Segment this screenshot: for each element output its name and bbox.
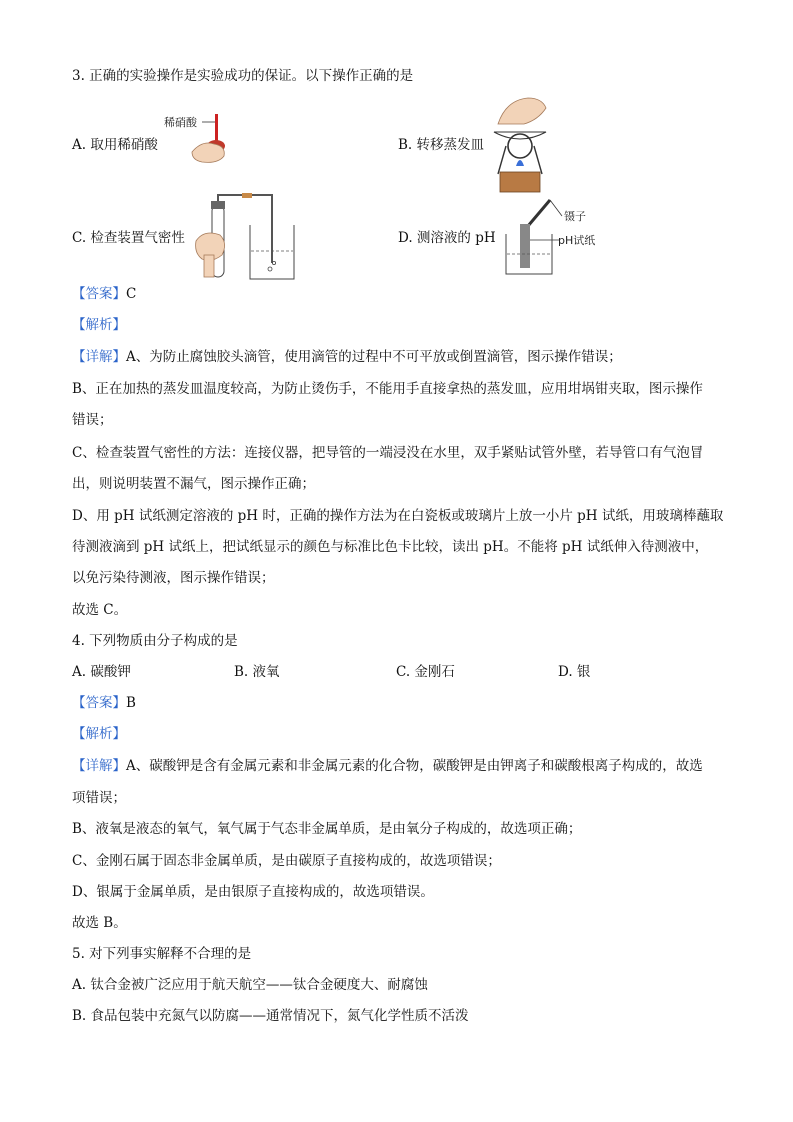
q4-answer	[72, 693, 136, 713]
q4-option-a: A. 碳酸钾	[72, 664, 131, 680]
q3-option-d: D. 测溶液的 pH	[398, 230, 496, 246]
q3-detail-line: D、用 pH 试纸测定溶液的 pH 时，正确的操作方法为在白瓷板或玻璃片上放一小片 pH 试纸，用玻璃棒蘸取	[72, 508, 724, 524]
q4-detail-line: C、金刚石属于固态非金属单质，是由碳原子直接构成的，故选项错误；	[72, 853, 501, 869]
q4-detail-line: 项错误；	[72, 790, 126, 806]
stopper-icon	[211, 201, 225, 209]
q4-option-d: D. 银	[558, 664, 591, 680]
q3-detail-line: B、正在加热的蒸发皿温度较高，为防止烫伤手，不能用手直接拿热的蒸发皿，应用坩埚钳夹取，图示操作	[72, 381, 703, 397]
dish-icon	[494, 132, 546, 139]
hand-icon	[192, 143, 224, 162]
answer-tag: 【答案】	[72, 286, 126, 302]
tweezers-label: 镊子	[564, 210, 586, 223]
q4-conclusion: 故选 B。	[72, 915, 127, 931]
airtight-check-figure	[190, 193, 300, 283]
q5-option-a: A. 钛合金被广泛应用于航天航空——钛合金硬度大、耐腐蚀	[72, 977, 428, 993]
q3-option-a: A. 取用稀硝酸	[72, 137, 158, 153]
q3-answer-value: C	[126, 286, 137, 302]
q4-option-b: B. 液氧	[234, 664, 280, 680]
q3-detail-line: 以免污染待测液，图示操作错误；	[72, 570, 275, 586]
tube-icon	[218, 195, 272, 263]
evaporating-dish-figure	[484, 94, 554, 194]
q5-stem: 5. 对下列事实解释不合理的是	[72, 946, 252, 962]
q3-stem: 3. 正确的实验操作是实验成功的保证。以下操作正确的是	[72, 68, 414, 84]
q5-option-b: B. 食品包装中充氮气以防腐——通常情况下，氮气化学性质不活泼	[72, 1008, 469, 1024]
base-icon	[500, 172, 540, 192]
q3-detail-line: C、检查装置气密性的方法：连接仪器，把导管的一端浸没在水里，双手紧贴试管外壁，若导管口有气泡冒	[72, 445, 704, 461]
q4-stem: 4. 下列物质由分子构成的是	[72, 633, 238, 649]
hand-icon	[498, 98, 546, 124]
detail-tag: 【详解】	[72, 758, 126, 774]
q3-detail-line: 出，则说明装置不漏气，图示操作正确；	[72, 476, 315, 492]
q4-detail-line: B、液氧是液态的氧气，氧气属于气态非金属单质，是由氧分子构成的，故选项正确；	[72, 821, 582, 837]
flame-icon	[516, 160, 524, 166]
q3-option-c: C. 检查装置气密性	[72, 230, 185, 246]
q4-option-c: C. 金刚石	[396, 664, 455, 680]
q3-conclusion: 故选 C。	[72, 602, 128, 618]
q4-analysis-tag: 【解析】	[72, 726, 126, 742]
detail-tag: 【详解】	[72, 349, 126, 365]
ph-paper-label: pH试纸	[558, 234, 596, 247]
tweezers-icon	[528, 200, 550, 226]
q4-detail-line: D、银属于金属单质，是由银原子直接构成的，故选项错误。	[72, 884, 434, 900]
q4-answer-value: B	[126, 695, 136, 711]
dropper-figure	[162, 112, 232, 167]
q3-answer	[72, 284, 136, 304]
fig-a-label: 稀硝酸	[164, 116, 197, 129]
q4-detail-line: 【详解】A、碳酸钾是含有金属元素和非金属元素的化合物，碳酸钾是由钾离子和碳酸根离子构成的，故选	[72, 758, 703, 774]
ph-test-figure	[504, 196, 614, 278]
q3-detail-line: 【详解】A、为防止腐蚀胶头滴管，使用滴管的过程中不可平放或倒置滴管，图示操作错误；	[72, 349, 622, 365]
q3-option-b: B. 转移蒸发皿	[398, 137, 485, 153]
dropper-tube	[215, 114, 218, 142]
q3-detail-line: 错误；	[72, 412, 113, 428]
ph-paper-icon	[520, 224, 530, 268]
answer-tag: 【答案】	[72, 695, 126, 711]
q3-detail-line: 待测液滴到 pH 试纸上，把试纸显示的颜色与标准比色卡比较，读出 pH。不能将 pH 试纸伸入待测液中，	[72, 539, 709, 555]
q3-analysis-tag: 【解析】	[72, 317, 126, 333]
